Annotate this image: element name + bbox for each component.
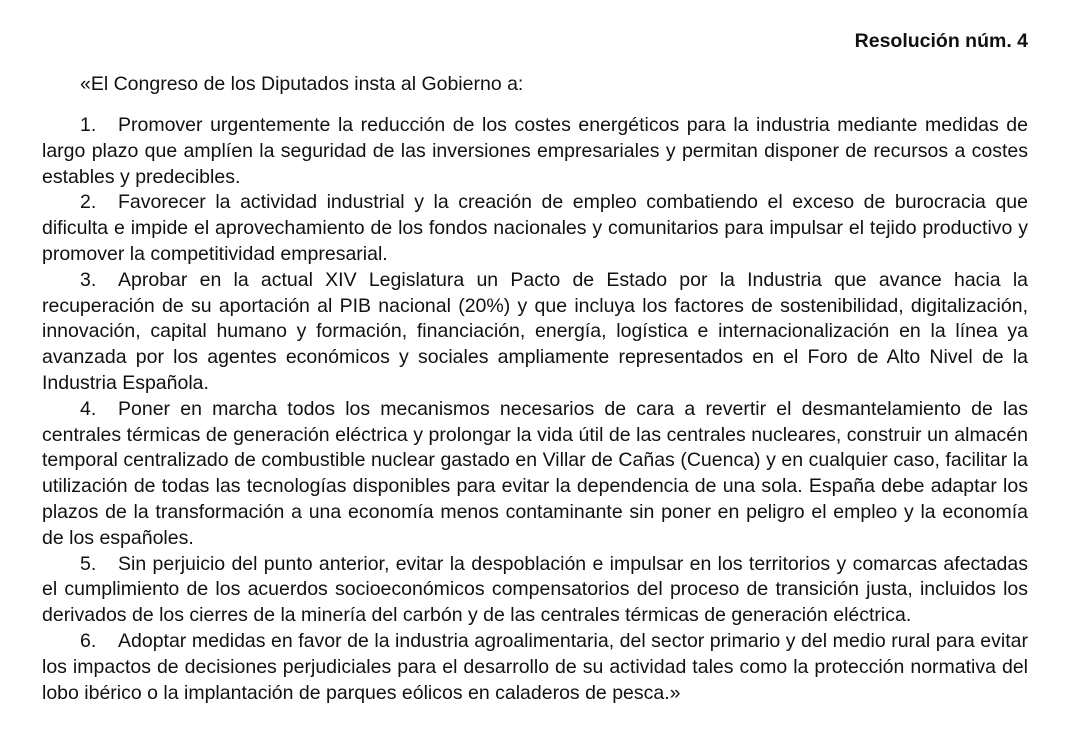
item-number: 3. xyxy=(80,268,97,291)
resolution-item xyxy=(42,268,1028,397)
item-text: Poner en marcha todos los mecanismos necesarios de cara a revertir el desmantelamiento de las centrales térmicas de generación eléctrica y prolongar la vida útil de las centrales nucleares, construir un almacén temporal centralizado de combustible nuclear gastado en Villar de Cañas (Cuenca) y en cualquier caso, facilitar la utilización de todas las tecnologías disponibles para evitar la dependencia de una sola. España debe adaptar los plazos de la transformación a una economía menos contaminante sin poner en peligro el empleo y la economía de los españoles. xyxy=(42,397,1028,549)
resolution-title: Resolución núm. 4 xyxy=(854,30,1028,52)
item-text: Favorecer la actividad industrial y la creación de empleo combatiendo el exceso de burocracia que dificulta e impide el aprovechamiento de los fondos nacionales y comunitarios para impulsar el tejido productivo y promover la competitividad empresarial. xyxy=(42,191,1028,265)
item-text: Promover urgentemente la reducción de los costes energéticos para la industria mediante medidas de largo plazo que amplíen la seguridad de las inversiones empresariales y permitan disponer de recursos a costes estables y predecibles. xyxy=(42,114,1028,188)
item-text: Sin perjuicio del punto anterior, evitar la despoblación e impulsar en los territorios y comarcas afectadas el cumplimiento de los acuerdos socioeconómicos compensatorios del proceso de transición justa, incluidos los derivados de los cierres de la minería del carbón y de las centrales térmicas de generación eléctrica. xyxy=(42,552,1028,627)
intro-paragraph: «El Congreso de los Diputados insta al Gobierno a: xyxy=(80,73,524,95)
resolution-item xyxy=(42,113,1028,190)
item-number: 5. xyxy=(80,552,97,575)
item-number: 4. xyxy=(80,397,97,420)
resolution-item xyxy=(42,629,1028,706)
document-page xyxy=(42,28,1028,706)
resolution-item xyxy=(42,552,1028,629)
item-number: 1. xyxy=(80,114,97,136)
resolution-item xyxy=(42,397,1028,552)
item-number: 6. xyxy=(80,629,97,652)
item-number: 2. xyxy=(80,191,97,214)
item-text: Aprobar en la actual XIV Legislatura un Pacto de Estado por la Industria que avance hacia la recuperación de su aportación al PIB nacional (20%) y que incluya los factores de sostenibilidad, digitalización, innovación, capital humano y formación, financiación, energía, logística e internacionalización en la línea ya avanzada por los agentes económicos y sociales ampliamente representados en el Foro de Alto Nivel de la Industria Española. xyxy=(42,268,1028,394)
item-text: Adoptar medidas en favor de la industria agroalimentaria, del sector primario y del medio rural para evitar los impactos de decisiones perjudiciales para el desarrollo de su actividad tales como la protección normativa del lobo ibérico o la implantación de parques eólicos en caladeros de pesca.» xyxy=(42,629,1028,704)
resolution-item xyxy=(42,190,1028,267)
